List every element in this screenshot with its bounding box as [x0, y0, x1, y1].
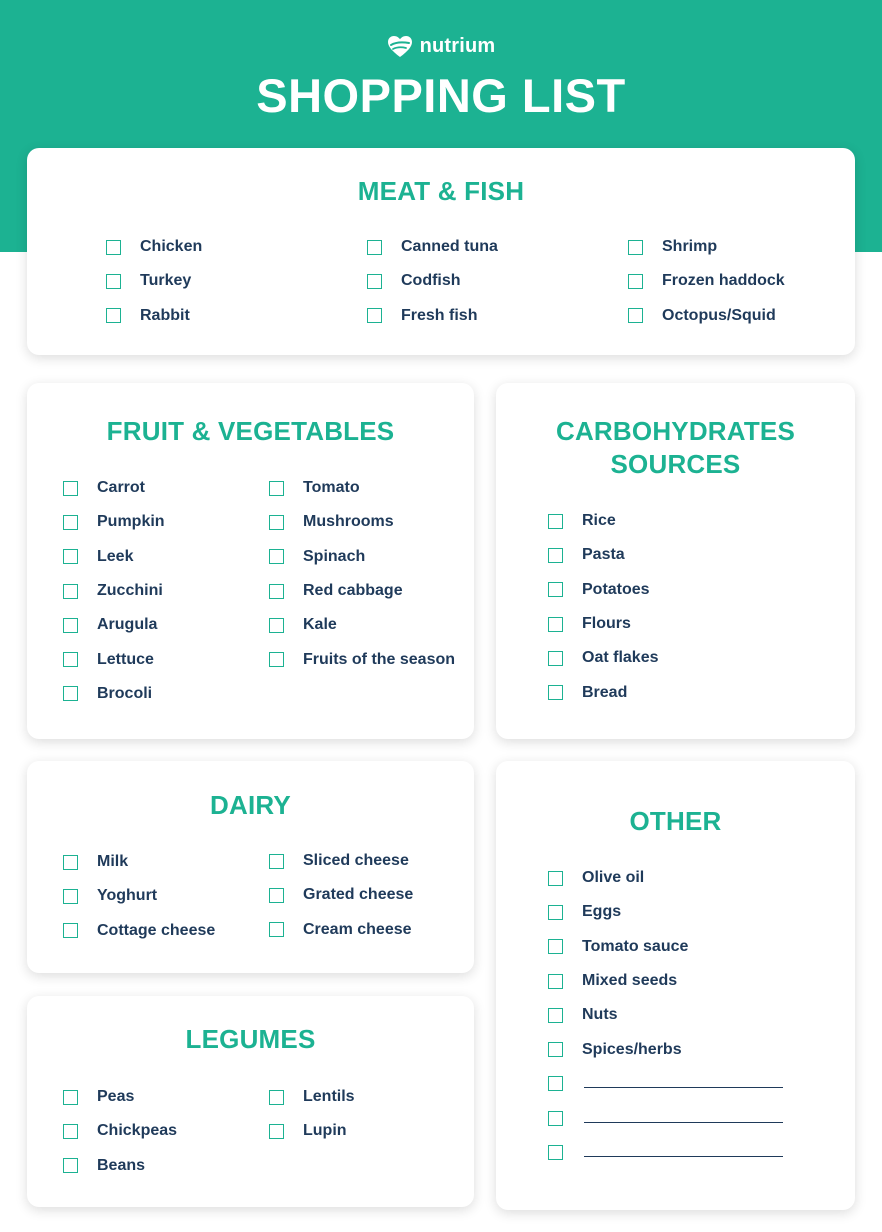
legumes-list-item — [269, 1114, 355, 1148]
checkbox[interactable] — [63, 549, 78, 564]
item-label: Eggs — [582, 903, 622, 921]
checkbox[interactable] — [269, 515, 284, 530]
checkbox[interactable] — [63, 855, 78, 870]
dairy-list-item — [269, 844, 413, 878]
other-blank-item — [548, 1135, 783, 1169]
item-label: Beans — [97, 1156, 146, 1174]
legumes-list-item — [269, 1080, 355, 1114]
checkbox[interactable] — [548, 685, 563, 700]
fruit-veg-list-item — [63, 642, 165, 676]
fruit-vegetables-card — [27, 383, 474, 739]
item-label: Flours — [582, 615, 631, 633]
fruit-veg-list-item — [63, 540, 165, 574]
fruit-veg-list-item — [63, 505, 165, 539]
item-label: Frozen haddock — [662, 272, 785, 290]
item-label: Cottage cheese — [97, 921, 216, 939]
checkbox[interactable] — [269, 854, 284, 869]
checkbox[interactable] — [269, 1090, 284, 1105]
other-card — [496, 761, 855, 1210]
checkbox[interactable] — [548, 617, 563, 632]
checkbox[interactable] — [63, 923, 78, 938]
meat-fish-card — [27, 148, 855, 355]
item-label: Mixed seeds — [582, 972, 678, 990]
checkbox[interactable] — [63, 686, 78, 701]
checkbox[interactable] — [548, 871, 563, 886]
item-label: Octopus/Squid — [662, 306, 776, 324]
checkbox[interactable] — [548, 974, 563, 989]
carbs-list-item — [548, 573, 658, 607]
meat-fish-list-item — [367, 230, 498, 264]
legumes-title: LEGUMES — [185, 1024, 316, 1054]
item-label: Spinach — [303, 547, 366, 565]
item-label: Carrot — [97, 479, 146, 497]
checkbox[interactable] — [269, 584, 284, 599]
item-label: Lentils — [303, 1088, 355, 1106]
item-label: Pumpkin — [97, 513, 165, 531]
item-label: Lupin — [303, 1122, 347, 1140]
item-label: Olive oil — [582, 869, 645, 887]
other-list-item — [548, 895, 783, 929]
item-label: Bread — [582, 683, 628, 701]
dairy-list-item — [63, 914, 215, 948]
heart-leaf-icon — [387, 34, 413, 58]
page-title: SHOPPING LIST — [256, 69, 626, 122]
meat-fish-list-item — [628, 299, 785, 333]
checkbox[interactable] — [548, 905, 563, 920]
item-label: Rabbit — [140, 306, 190, 324]
other-list-item — [548, 861, 783, 895]
carbs-list-item — [548, 607, 658, 641]
checkbox[interactable] — [106, 308, 121, 323]
checkbox[interactable] — [548, 514, 563, 529]
checkbox[interactable] — [548, 939, 563, 954]
fruit-veg-list-item — [269, 642, 455, 676]
item-label: Turkey — [140, 272, 192, 290]
item-label: Rice — [582, 512, 616, 530]
item-label: Tomato sauce — [582, 937, 689, 955]
checkbox[interactable] — [63, 1090, 78, 1105]
checkbox[interactable] — [548, 548, 563, 563]
meat-fish-list-item — [367, 299, 498, 333]
checkbox[interactable] — [63, 515, 78, 530]
meat-fish-list-item — [106, 299, 202, 333]
checkbox[interactable] — [628, 274, 643, 289]
fruit-veg-list-item — [63, 608, 165, 642]
item-label: Grated cheese — [303, 886, 414, 904]
item-label: Yoghurt — [97, 887, 158, 905]
item-label: Chickpeas — [97, 1122, 178, 1140]
item-label: Spices/herbs — [582, 1040, 682, 1058]
checkbox[interactable] — [548, 1008, 563, 1023]
checkbox[interactable] — [269, 652, 284, 667]
checkbox[interactable] — [269, 922, 284, 937]
brand-name: nutrium — [419, 34, 496, 57]
legumes-list-item — [63, 1149, 177, 1183]
checkbox[interactable] — [548, 651, 563, 666]
checkbox[interactable] — [63, 584, 78, 599]
item-label: Fruits of the season — [303, 650, 456, 668]
dairy-card — [27, 761, 474, 973]
item-label: Codfish — [401, 272, 461, 290]
checkbox[interactable] — [548, 1042, 563, 1057]
checkbox[interactable] — [628, 240, 643, 255]
dairy-list-item — [269, 878, 413, 912]
fruit-veg-list-item — [269, 608, 455, 642]
checkbox[interactable] — [367, 308, 382, 323]
other-blank-item — [548, 1067, 783, 1101]
write-in-line[interactable] — [584, 1122, 783, 1123]
brand-logo — [0, 34, 882, 58]
fruit-veg-list-item — [269, 471, 455, 505]
checkbox[interactable] — [269, 888, 284, 903]
write-in-line[interactable] — [584, 1156, 783, 1157]
carbs-list-item — [548, 641, 658, 675]
dairy-list-item — [269, 913, 413, 947]
item-label: Peas — [97, 1088, 135, 1106]
fruit-veg-list-item — [63, 471, 165, 505]
carbohydrates-title — [496, 415, 855, 481]
fruit-veg-list-item — [269, 540, 455, 574]
other-title: OTHER — [629, 806, 722, 836]
checkbox[interactable] — [269, 1124, 284, 1139]
item-label: Milk — [97, 853, 129, 871]
item-label: Mushrooms — [303, 513, 394, 531]
write-in-line[interactable] — [584, 1087, 783, 1088]
carbohydrates-title-line-1: CARBOHYDRATES — [555, 416, 795, 446]
meat-fish-list-item — [106, 264, 202, 298]
meat-fish-list-item — [106, 230, 202, 264]
fruit-veg-list-item — [269, 574, 455, 608]
fruit-veg-list-item — [63, 574, 165, 608]
legumes-list-item — [63, 1114, 177, 1148]
item-label: Leek — [97, 547, 134, 565]
fruit-veg-list-item — [63, 677, 165, 711]
other-blank-item — [548, 1101, 783, 1135]
checkbox[interactable] — [106, 274, 121, 289]
meat-fish-list-item — [367, 264, 498, 298]
checkbox[interactable] — [367, 240, 382, 255]
item-label: Shrimp — [662, 238, 718, 256]
meat-fish-title: MEAT & FISH — [357, 176, 525, 206]
checkbox[interactable] — [63, 618, 78, 633]
checkbox[interactable] — [628, 308, 643, 323]
meat-fish-list-item — [628, 230, 785, 264]
item-label: Pasta — [582, 546, 625, 564]
fruit-vegetables-title: FRUIT & VEGETABLES — [106, 416, 395, 446]
item-label: Tomato — [303, 479, 360, 497]
checkbox[interactable] — [63, 481, 78, 496]
checkbox[interactable] — [548, 1145, 563, 1160]
item-label: Potatoes — [582, 580, 650, 598]
checkbox[interactable] — [63, 1124, 78, 1139]
checkbox[interactable] — [269, 481, 284, 496]
item-label: Oat flakes — [582, 649, 659, 667]
dairy-list-item — [63, 879, 215, 913]
checkbox[interactable] — [106, 240, 121, 255]
checkbox[interactable] — [548, 582, 563, 597]
carbohydrates-title-line-2: SOURCES — [610, 449, 741, 479]
item-label: Sliced cheese — [303, 852, 409, 870]
carbs-list-item — [548, 504, 658, 538]
item-label: Red cabbage — [303, 582, 403, 600]
item-label: Nuts — [582, 1006, 618, 1024]
checkbox[interactable] — [269, 549, 284, 564]
item-label: Kale — [303, 616, 337, 634]
item-label: Arugula — [97, 616, 158, 634]
item-label: Zucchini — [97, 582, 163, 600]
legumes-list-item — [63, 1080, 177, 1114]
other-list-item — [548, 998, 783, 1032]
checkbox[interactable] — [548, 1076, 563, 1091]
dairy-list-item — [63, 845, 215, 879]
checkbox[interactable] — [63, 652, 78, 667]
legumes-card — [27, 996, 474, 1207]
carbohydrates-card — [496, 383, 855, 739]
other-list-item — [548, 964, 783, 998]
dairy-title: DAIRY — [210, 790, 291, 820]
carbs-list-item — [548, 538, 658, 572]
fruit-veg-list-item — [269, 505, 455, 539]
carbs-list-item — [548, 675, 658, 709]
other-list-item — [548, 930, 783, 964]
checkbox[interactable] — [269, 618, 284, 633]
checkbox[interactable] — [367, 274, 382, 289]
item-label: Canned tuna — [401, 238, 498, 256]
other-list-item — [548, 1032, 783, 1066]
checkbox[interactable] — [548, 1111, 563, 1126]
item-label: Cream cheese — [303, 920, 412, 938]
item-label: Brocoli — [97, 684, 153, 702]
item-label: Lettuce — [97, 650, 154, 668]
item-label: Fresh fish — [401, 306, 478, 324]
checkbox[interactable] — [63, 1158, 78, 1173]
item-label: Chicken — [140, 238, 203, 256]
meat-fish-list-item — [628, 264, 785, 298]
checkbox[interactable] — [63, 889, 78, 904]
